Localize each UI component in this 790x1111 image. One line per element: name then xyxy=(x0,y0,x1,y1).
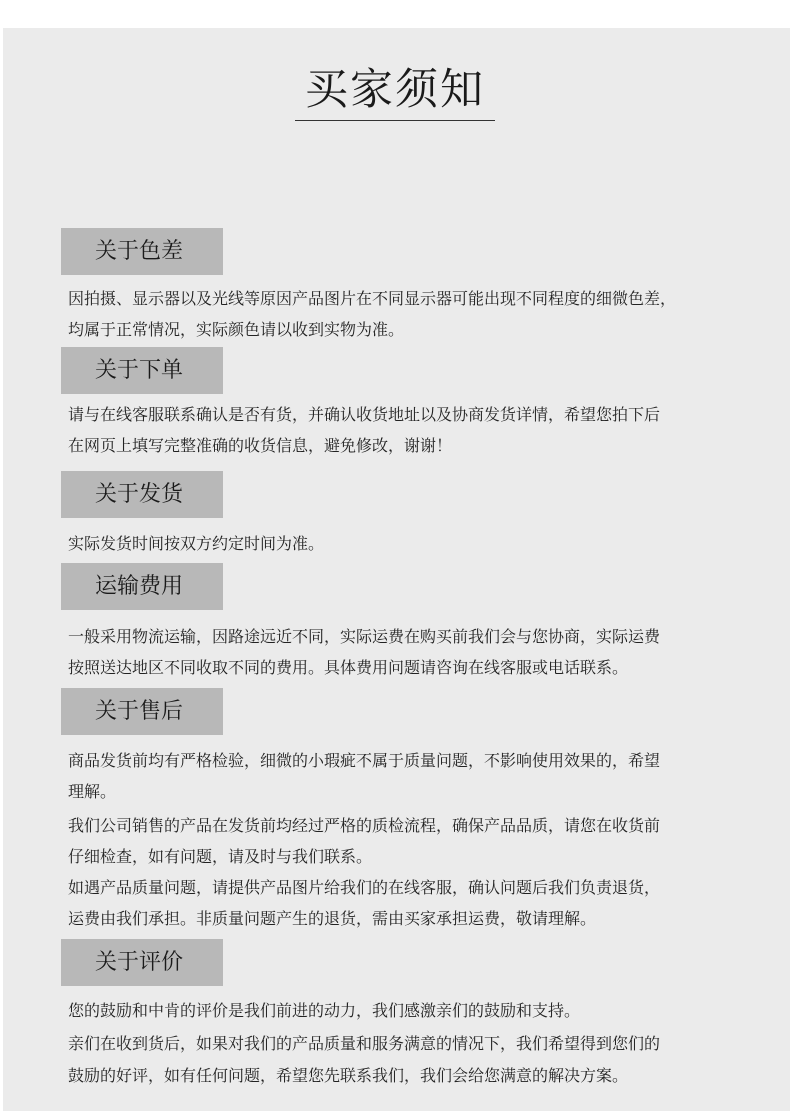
paragraph-line: 一般采用物流运输，因路途远近不同，实际运费在购买前我们会与您协商，实际运费 xyxy=(68,627,661,646)
paragraph-line: 按照送达地区不同收取不同的费用。具体费用问题请咨询在线客服或电话联系。 xyxy=(68,658,629,677)
paragraph-line: 因拍摄、显示器以及光线等原因产品图片在不同显示器可能出现不同程度的细微色差， xyxy=(68,289,677,308)
paragraph-line: 您的鼓励和中肯的评价是我们前进的动力，我们感激亲们的鼓励和支持。 xyxy=(68,1001,581,1020)
paragraph-line: 商品发货前均有严格检验，细微的小瑕疵不属于质量问题，不影响使用效果的，希望 xyxy=(68,751,661,770)
section-header-freight-cost: 运输费用 xyxy=(61,563,223,610)
section-header-shipping: 关于发货 xyxy=(61,471,223,518)
paragraph-line: 均属于正常情况，实际颜色请以收到实物为准。 xyxy=(68,320,405,339)
title-underline xyxy=(295,120,495,121)
paragraph-line: 亲们在收到货后，如果对我们的产品质量和服务满意的情况下，我们希望得到您们的 xyxy=(68,1034,661,1053)
section-header-after-sales: 关于售后 xyxy=(61,688,223,735)
section-header-reviews: 关于评价 xyxy=(61,939,223,986)
paragraph-line: 理解。 xyxy=(68,782,117,801)
paragraph-line: 仔细检查，如有问题，请及时与我们联系。 xyxy=(68,847,373,866)
paragraph-line: 如遇产品质量问题，请提供产品图片给我们的在线客服，确认问题后我们负责退货， xyxy=(68,878,661,897)
section-header-ordering: 关于下单 xyxy=(61,347,223,394)
paragraph-line: 鼓励的好评，如有任何问题，希望您先联系我们，我们会给您满意的解决方案。 xyxy=(68,1066,629,1085)
section-header-color-difference: 关于色差 xyxy=(61,228,223,275)
page-title: 买家须知 xyxy=(305,65,485,115)
paragraph-line: 我们公司销售的产品在发货前均经过严格的质检流程，确保产品品质，请您在收货前 xyxy=(68,816,661,835)
paragraph-line: 在网页上填写完整准确的收货信息，避免修改，谢谢！ xyxy=(68,436,453,455)
paragraph-line: 运费由我们承担。非质量问题产生的退货，需由买家承担运费，敬请理解。 xyxy=(68,909,597,928)
paragraph-line: 请与在线客服联系确认是否有货，并确认收货地址以及协商发货详情，希望您拍下后 xyxy=(68,405,661,424)
paragraph-line: 实际发货时间按双方约定时间为准。 xyxy=(68,534,325,553)
